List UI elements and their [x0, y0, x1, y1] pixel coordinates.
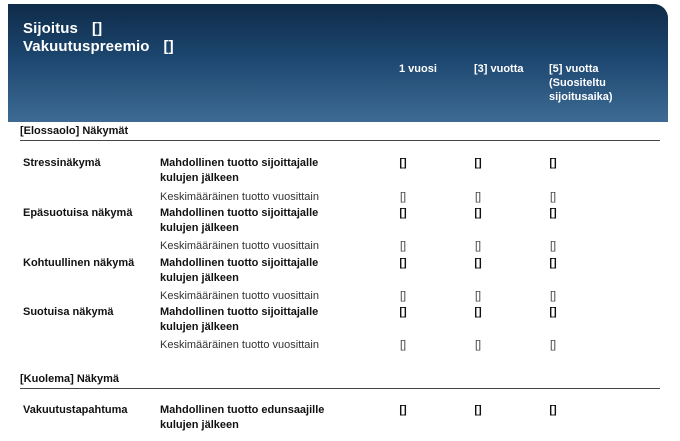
scenario-label-stress: Stressinäkymä [23, 157, 101, 169]
value-cell: [] [549, 157, 557, 169]
value-cell: [] [549, 240, 557, 252]
column-header-5-years: [5] vuotta (Suositeltu sijoitusaika) [549, 63, 613, 103]
premium-placeholder: [] [163, 38, 174, 55]
section-death: [Kuolema] Näkymä [20, 373, 660, 389]
value-cell: [] [399, 207, 407, 219]
metric-return-after-costs: Mahdollinen tuotto sijoittajalle kulujen jälkeen [160, 257, 319, 284]
value-cell: [] [474, 157, 482, 169]
premium-label: Vakuutuspreemio [23, 38, 150, 55]
value-cell: [] [474, 306, 482, 318]
value-cell: [] [549, 207, 557, 219]
column-header-1-year: 1 vuosi [399, 63, 437, 75]
value-cell: [] [399, 240, 407, 252]
value-cell: [] [549, 306, 557, 318]
value-cell: [] [399, 306, 407, 318]
value-cell: [] [399, 339, 407, 351]
metric-return-after-costs: Mahdollinen tuotto sijoittajalle kulujen jälkeen [160, 207, 319, 234]
metric-return-after-costs: Mahdollinen tuotto sijoittajalle kulujen jälkeen [160, 157, 319, 184]
scenario-label-moderate: Kohtuullinen näkymä [23, 257, 135, 269]
metric-average-annual-return: Keskimääräinen tuotto vuosittain [160, 339, 319, 351]
value-cell: [] [474, 339, 482, 351]
value-cell: [] [399, 404, 407, 416]
value-cell: [] [474, 207, 482, 219]
scenario-label-unfavourable: Epäsuotuisa näkymä [23, 207, 133, 219]
section-survival: [Elossaolo] Näkymät [20, 125, 660, 141]
metric-average-annual-return: Keskimääräinen tuotto vuosittain [160, 240, 319, 252]
column-header-3-years: [3] vuotta [474, 63, 524, 75]
value-cell: [] [549, 404, 557, 416]
value-cell: [] [474, 257, 482, 269]
metric-return-after-costs: Mahdollinen tuotto sijoittajalle kulujen jälkeen [160, 306, 319, 333]
value-cell: [] [549, 339, 557, 351]
scenario-label-insured-event: Vakuutustapahtuma [23, 404, 128, 416]
value-cell: [] [549, 257, 557, 269]
investment-label: Sijoitus [23, 20, 78, 37]
value-cell: [] [399, 290, 407, 302]
investment-placeholder: [] [91, 20, 103, 37]
metric-average-annual-return: Keskimääräinen tuotto vuosittain [160, 290, 319, 302]
value-cell: [] [474, 290, 482, 302]
value-cell: [] [549, 290, 557, 302]
value-cell: [] [399, 257, 407, 269]
investment-title [23, 20, 102, 37]
value-cell: [] [399, 191, 407, 203]
value-cell: [] [399, 157, 407, 169]
value-cell: [] [474, 404, 482, 416]
table-header [8, 4, 668, 122]
scenario-label-favourable: Suotuisa näkymä [23, 306, 114, 318]
value-cell: [] [549, 191, 557, 203]
value-cell: [] [474, 240, 482, 252]
metric-average-annual-return: Keskimääräinen tuotto vuosittain [160, 191, 319, 203]
value-cell: [] [474, 191, 482, 203]
metric-return-beneficiaries: Mahdollinen tuotto edunsaajille kulujen jälkeen [160, 404, 325, 431]
premium-title [23, 38, 174, 55]
